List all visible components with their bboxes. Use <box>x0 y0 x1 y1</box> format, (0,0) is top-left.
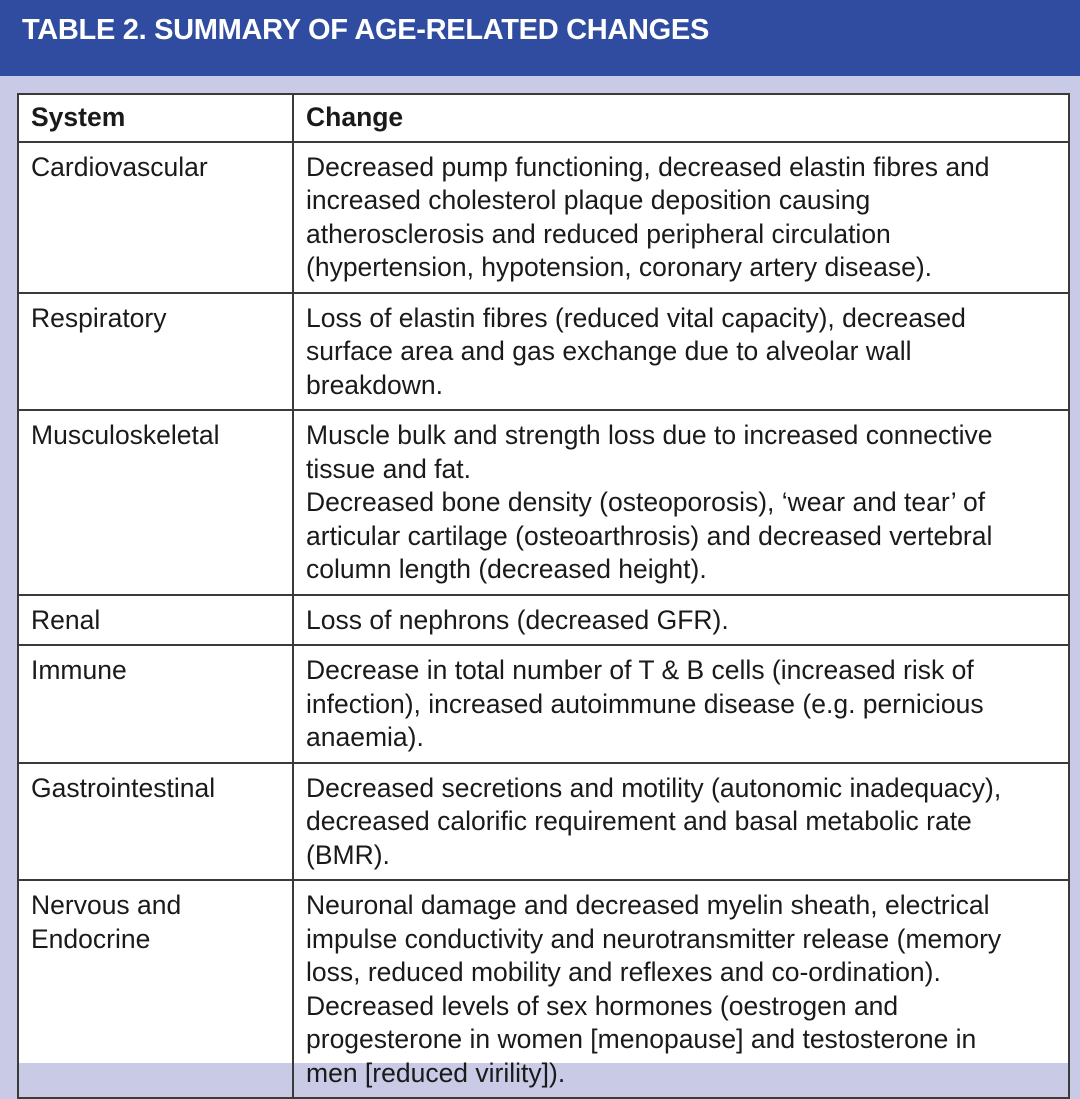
title-bar <box>0 0 1080 76</box>
change-text-line: progesterone in women [menopause] and testosterone in <box>306 1024 977 1054</box>
system-label: Respiratory <box>31 302 167 333</box>
change-text-line: Loss of nephrons (decreased GFR). <box>306 604 729 635</box>
table-row <box>18 595 1069 646</box>
change-text-line: articular cartilage (osteoarthrosis) and decreased vertebral <box>306 520 993 551</box>
change-text-line: Muscle bulk and strength loss due to increased connective <box>306 420 993 450</box>
change-text-line: loss, reduced mobility and reflexes and co-ordination). <box>306 957 941 987</box>
system-cell <box>18 595 293 646</box>
system-label: Nervous and <box>31 890 182 920</box>
header-change: Change <box>293 94 1069 142</box>
change-cell <box>293 142 1069 293</box>
table-row <box>18 763 1069 881</box>
table-title: TABLE 2. SUMMARY OF AGE-RELATED CHANGES <box>22 14 710 46</box>
change-text-line: Loss of elastin fibres (reduced vital capacity), decreased <box>306 302 966 333</box>
change-cell <box>293 293 1069 411</box>
table-row <box>18 410 1069 595</box>
change-cell <box>293 595 1069 646</box>
change-text-line: infection), increased autoimmune disease (e.g. pernicious <box>306 688 984 719</box>
system-label: Renal <box>31 604 101 635</box>
change-text-line: column length (decreased height). <box>306 554 707 584</box>
change-cell <box>293 880 1069 1098</box>
change-text-line: (hypertension, hypotension, coronary artery disease). <box>306 252 933 282</box>
table-header-row <box>18 94 1069 142</box>
table-container <box>17 93 1068 1088</box>
change-text-line: anaemia). <box>306 722 424 752</box>
system-cell <box>18 293 293 411</box>
table-row <box>18 645 1069 763</box>
change-cell <box>293 410 1069 595</box>
change-text-line: (BMR). <box>306 839 390 870</box>
system-cell <box>18 763 293 881</box>
change-text-line: atherosclerosis and reduced peripheral circulation <box>306 218 891 249</box>
change-text-line: increased cholesterol plaque deposition causing <box>306 185 871 215</box>
table-row <box>18 880 1069 1098</box>
change-text-line: Decreased pump functioning, decreased elastin fibres and <box>306 151 990 182</box>
change-text-line: surface area and gas exchange due to alveolar wall <box>306 336 912 366</box>
change-text-line: impulse conductivity and neurotransmitter release (memory <box>306 923 1002 954</box>
system-label: Musculoskeletal <box>31 420 220 450</box>
change-text-line: breakdown. <box>306 369 444 400</box>
system-label: Cardiovascular <box>31 151 208 182</box>
change-cell <box>293 645 1069 763</box>
change-text-line: men [reduced virility]). <box>306 1057 566 1088</box>
change-text-line: Decreased secretions and motility (autonomic inadequacy), <box>306 772 1002 803</box>
system-cell <box>18 645 293 763</box>
change-text-line: Decreased bone density (osteoporosis), ‘wear and tear’ of <box>306 487 986 517</box>
table-row <box>18 142 1069 293</box>
change-text-line: tissue and fat. <box>306 453 471 484</box>
system-cell <box>18 410 293 595</box>
system-label: Gastrointestinal <box>31 772 216 803</box>
change-text-line: decreased calorific requirement and basal metabolic rate <box>306 806 972 836</box>
system-cell <box>18 142 293 293</box>
age-changes-table <box>17 93 1070 1099</box>
system-label: Endocrine <box>31 923 151 954</box>
change-text-line: Decreased levels of sex hormones (oestrogen and <box>306 990 899 1021</box>
change-cell <box>293 763 1069 881</box>
change-text-line: Decrease in total number of T & B cells (increased risk of <box>306 655 974 685</box>
table-body <box>18 142 1069 1099</box>
change-text-line: Neuronal damage and decreased myelin sheath, electrical <box>306 890 990 920</box>
system-label: Immune <box>31 655 127 685</box>
system-cell <box>18 880 293 1098</box>
header-system: System <box>18 94 293 142</box>
table-row <box>18 293 1069 411</box>
